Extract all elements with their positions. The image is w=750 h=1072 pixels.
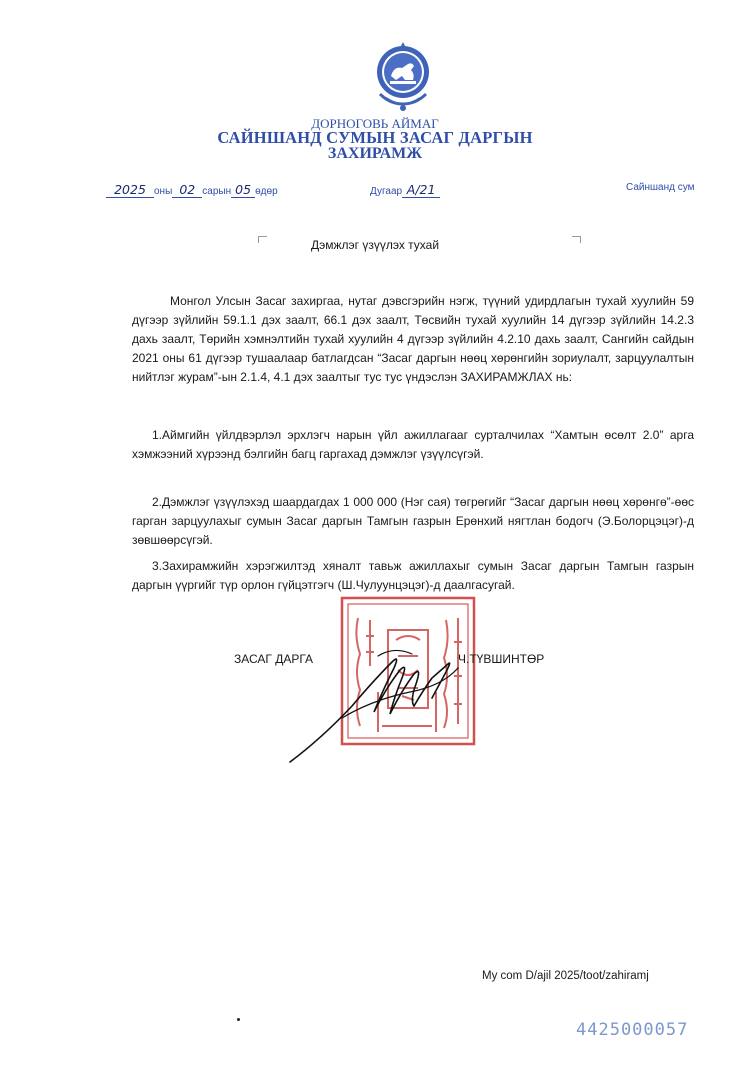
place-name: Сайншанд сум bbox=[626, 182, 695, 193]
file-path-note: My com D/ajil 2025/toot/zahiramj bbox=[482, 970, 649, 982]
decision-item-2-text: 2.Дэмжлэг үзүүлэхэд шаардагдах 1 000 000 (Нэг сая) төгрөгийг “Засаг даргын нөөц хөрөнгө”-өөс гарган зарцуулахыг сумын Засаг даргын Тамгын газрын Ерөнхий нягтлан бодогч (Э.Болорцэцэг)-д зөвшөөрсүгэй. bbox=[132, 495, 694, 547]
subject-title: Дэмжлэг үзүүлэх тухай bbox=[310, 238, 440, 252]
preamble-paragraph bbox=[132, 292, 694, 387]
document-number: А/21 bbox=[402, 182, 440, 198]
date-day-label: өдөр bbox=[255, 186, 278, 197]
signatory-name: Ч.ТҮВШИНТӨР bbox=[458, 652, 545, 666]
date-line bbox=[106, 182, 278, 198]
date-month-label: сарын bbox=[202, 186, 232, 197]
decision-item-3 bbox=[132, 557, 694, 595]
registration-number: 4425000057 bbox=[576, 1020, 689, 1040]
state-emblem-icon bbox=[372, 38, 434, 114]
document-type-title: ЗАХИРАМЖ bbox=[327, 145, 423, 162]
aimag-title: ДОРНОГОВЬ АЙМАГ bbox=[311, 116, 439, 131]
office-title: САЙНШАНД СУМЫН ЗАСАГ ДАРГЫН bbox=[217, 128, 533, 147]
decision-item-1 bbox=[132, 426, 694, 464]
number-label: Дугаар bbox=[370, 186, 403, 197]
date-day: 05 bbox=[231, 182, 255, 198]
decision-item-3-text: 3.Захирамжийн хэрэгжилтэд хяналт тавьж ажиллахыг сумын Засаг даргын Тамгын газрын даргын үүргийг түр орлон гүйцэтгэгч (Ш.Чулуунцэцэг)-д даалгасугай. bbox=[132, 559, 694, 592]
handwritten-signature-icon bbox=[282, 628, 502, 768]
signatory-role: ЗАСАГ ДАРГА bbox=[234, 652, 314, 666]
date-month: 02 bbox=[172, 182, 202, 198]
date-year-label: оны bbox=[154, 186, 173, 197]
ink-dot bbox=[237, 1018, 240, 1021]
decision-item-1-text: 1.Аймгийн үйлдвэрлэл эрхлэгч нарын үйл ажиллагааг сурталчилах “Хамтын өсөлт 2.0” арга хэмжээний хүрээнд бэлгийн багц гаргахад дэмжлэг үзүүлсүгэй. bbox=[132, 428, 694, 461]
date-year: 2025 bbox=[106, 182, 154, 198]
number-line bbox=[370, 182, 440, 198]
decision-item-2 bbox=[132, 493, 694, 550]
preamble-text: Монгол Улсын Засаг захиргаа, нутаг дэвсгэрийн нэгж, түүний удирдлагын тухай хуулийн 59 дүгээр зүйлийн 59.1.1 дэх заалт, 66.1 дэх заалт, Төсвийн тухай хуулийн 14 дүгээр зүйлийн 14.2.3 дахь заалт, Төрийн хэмнэлтийн тухай хуулийн 4 дүгээр зүйлийн 4.2.10 дахь заалт, Сангийн сайдын 2021 оны 61 дүгээр тушаалаар батлагдсан “Засаг даргын нөөц хөрөнгийн зориулалт, зарцуулалтын нийтлэг журам”-ын 2.1.4, 4.1 дэх заалтыг тус тус үндэслэн ЗАХИРАМЖЛАХ нь: bbox=[132, 294, 694, 384]
